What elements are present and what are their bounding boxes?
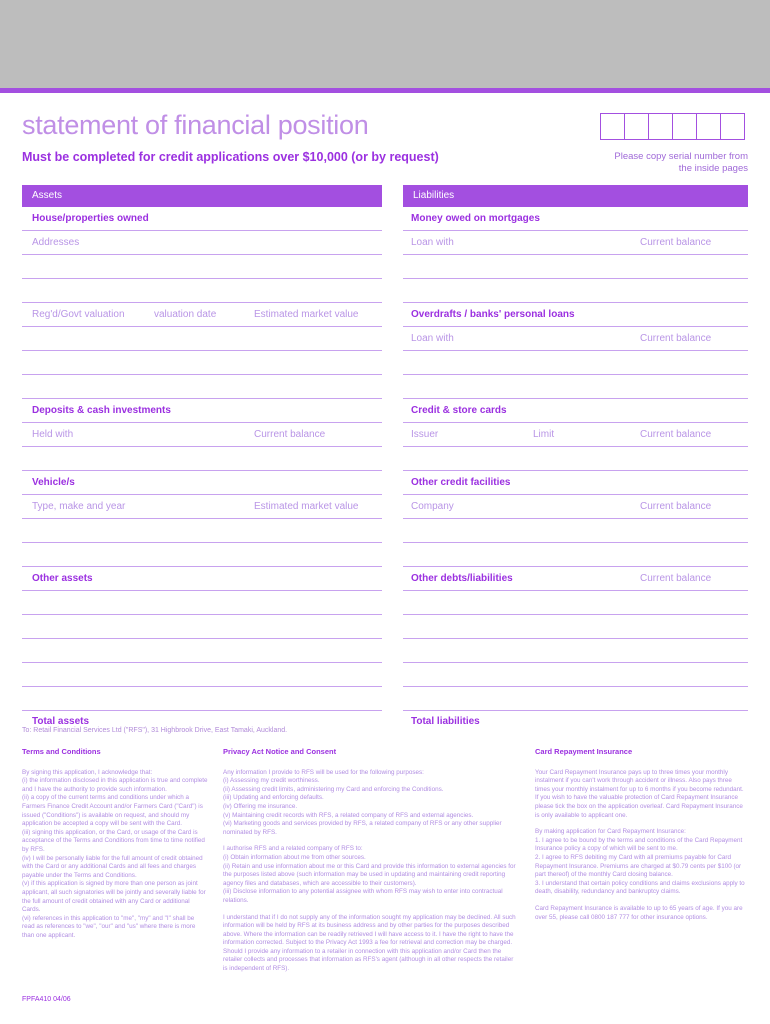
insurance-item: 2. I agree to RFS debiting my Card with all premiums payable for Card Repayment Insurance. Premiums are charged at $0.79 cents per $100 (or part thereof) of the monthly Card closing balance. (535, 853, 742, 879)
other-debts-balance-label: Current balance (640, 573, 712, 584)
serial-box[interactable] (625, 114, 649, 139)
form-code: FPFA410 04/06 (22, 996, 71, 1003)
overdraft-line[interactable] (403, 351, 748, 375)
deposits-heading-row (22, 399, 382, 423)
privacy-item: (ii) Assessing credit limits, administering my Card and enforcing the Conditions. (223, 785, 444, 793)
privacy-title: Privacy Act Notice and Consent (223, 747, 337, 756)
liabilities-header: Liabilities (403, 185, 748, 207)
other-debts-line[interactable] (403, 591, 748, 615)
address-line-footer: To: Retail Financial Services Ltd ("RFS"), 31 Highbrook Drive, East Tamaki, Auckland. (22, 727, 288, 734)
serial-note: Please copy serial number from the inside pages (614, 151, 748, 174)
mortgage-line[interactable] (403, 255, 748, 279)
other-debts-heading-row (403, 567, 748, 591)
mortgage-loan-with-label: Loan with (411, 237, 454, 248)
privacy-item: (iii) Updating and enforcing defaults. (223, 794, 324, 802)
other-debts-line[interactable] (403, 639, 748, 663)
mortgages-label-row[interactable] (403, 231, 748, 255)
other-assets-line[interactable] (22, 663, 382, 687)
privacy-auth-item: (iii) Disclose information to any potential assignee with whom RFS may wish to enter into contractual relations. (223, 888, 503, 904)
vehicles-heading-row (22, 471, 382, 495)
page-subtitle: Must be completed for credit applications over $10,000 (or by request) (22, 150, 439, 164)
vehicles-heading: Vehicle/s (32, 477, 75, 488)
deposits-label-row[interactable] (22, 423, 382, 447)
overdrafts-heading-row (403, 303, 748, 327)
serial-box[interactable] (601, 114, 625, 139)
other-debts-line[interactable] (403, 687, 748, 711)
privacy-auth-item: (i) Obtain information about me from other sources. (223, 853, 366, 861)
insurance-item: 1. I agree to be bound by the terms and conditions of the Card Repayment Insurance policy a copy of which will be sent to me. (535, 836, 743, 853)
valuation-label-row[interactable] (22, 303, 382, 327)
other-credit-balance-label: Current balance (640, 501, 712, 512)
held-with-label: Held with (32, 429, 74, 440)
total-liabilities-label: Total liabilities (411, 716, 480, 727)
credit-heading: Credit & store cards (411, 405, 507, 416)
vehicle-line[interactable] (22, 543, 382, 567)
vehicle-market-value-label: Estimated market value (254, 501, 359, 512)
overdrafts-heading: Overdrafts / banks' personal loans (411, 309, 575, 320)
limit-label: Limit (533, 429, 555, 440)
other-credit-line[interactable] (403, 543, 748, 567)
valuation-line[interactable] (22, 327, 382, 351)
mortgage-balance-label: Current balance (640, 237, 712, 248)
issuer-label: Issuer (411, 429, 439, 440)
terms-column (22, 748, 208, 940)
mortgages-heading: Money owed on mortgages (411, 213, 540, 224)
other-credit-label-row[interactable] (403, 495, 748, 519)
other-debts-line[interactable] (403, 663, 748, 687)
vehicles-label-row[interactable] (22, 495, 382, 519)
company-label: Company (411, 501, 454, 512)
address-label-row[interactable] (22, 231, 382, 255)
privacy-intro: Any information I provide to RFS will be used for the following purposes: (223, 768, 424, 776)
valuation-line[interactable] (22, 375, 382, 399)
other-credit-heading: Other credit facilities (411, 477, 511, 488)
terms-title: Terms and Conditions (22, 747, 101, 756)
other-assets-line[interactable] (22, 687, 382, 711)
vehicle-line[interactable] (22, 519, 382, 543)
serial-box[interactable] (697, 114, 721, 139)
house-heading: House/properties owned (32, 213, 149, 224)
privacy-authorise: I authorise RFS and a related company of RFS to: (223, 845, 363, 853)
privacy-item: (v) Maintaining credit records with RFS, a related company of RFS and external agencies. (223, 811, 474, 819)
insurance-title: Card Repayment Insurance (535, 747, 633, 756)
privacy-item: (vi) Marketing goods and services provided by RFS, a related company of RFS or any other supplier nominated by RFS. (223, 820, 502, 836)
overdraft-balance-label: Current balance (640, 333, 712, 344)
terms-item: (vi) references in this application to "me", "my" and "I" shall be read as references to "we", "our" and "us" where there is more than one applicant. (22, 914, 196, 939)
est-market-value-label: Estimated market value (254, 309, 359, 320)
other-assets-line[interactable] (22, 615, 382, 639)
insurance-age-note: Card Repayment Insurance is available to up to 65 years of age. If you are over 55, please call 0800 187 777 for other insurance options. (535, 904, 743, 921)
terms-intro: By signing this application, I acknowledge that: (22, 768, 153, 776)
other-assets-line[interactable] (22, 591, 382, 615)
total-liabilities-row[interactable] (403, 711, 748, 733)
regd-valuation-label: Reg'd/Govt valuation (32, 309, 125, 320)
valuation-line[interactable] (22, 351, 382, 375)
other-assets-line[interactable] (22, 639, 382, 663)
overdraft-loan-with-label: Loan with (411, 333, 454, 344)
terms-item: (i) the information disclosed in this application is true and complete and I have the authority to provide such information. (22, 777, 208, 793)
credit-heading-row (403, 399, 748, 423)
other-assets-heading: Other assets (32, 573, 93, 584)
privacy-auth-item: (ii) Retain and use information about me or this Card and provide this information to external agencies for the purposes listed above (such information may be used in updating and maintaining credit reporting agency files and databases, which are accessible to their customers). (223, 862, 516, 887)
liabilities-column (403, 185, 748, 733)
mortgage-line[interactable] (403, 279, 748, 303)
address-line[interactable] (22, 279, 382, 303)
terms-item: (ii) a copy of the current terms and conditions under which a Farmers Finance Credit Account and/or Farmers Card ("Card") is issued ("Conditions") is available on request, and should my application be accepted a copy will be sent with the Card. (22, 794, 203, 828)
serial-box[interactable] (649, 114, 673, 139)
other-debts-heading: Other debts/liabilities (411, 573, 513, 584)
other-debts-line[interactable] (403, 615, 748, 639)
privacy-item: (i) Assessing my credit worthiness. (223, 777, 320, 785)
serial-box[interactable] (673, 114, 697, 139)
insurance-intro: Your Card Repayment Insurance pays up to three times your monthly instalment if you can't work through accident or illness. Also pays three times your monthly instalment for up to 6 months if you become redundant. If you wish to have the valuable protection of Card Repayment Insurance please tick the box on the application overleaf. Card Repayment Insurance is only available to applicant one. (535, 768, 744, 819)
deposits-balance-label: Current balance (254, 429, 326, 440)
credit-balance-label: Current balance (640, 429, 712, 440)
terms-item: (iv) I will be personally liable for the full amount of credit obtained with the Card or any additional Cards and all fees and charges payable under the Terms and Conditions. (22, 854, 203, 879)
top-rule (0, 88, 770, 93)
addresses-label: Addresses (32, 237, 80, 248)
insurance-column (535, 748, 747, 922)
overdraft-line[interactable] (403, 375, 748, 399)
assets-header: Assets (22, 185, 382, 207)
address-line[interactable] (22, 255, 382, 279)
terms-item: (iii) signing this application, or the Card, or usage of the Card is acceptance of the Terms and Conditions from time to time notified by RFS. (22, 828, 205, 853)
privacy-item: (iv) Offering me insurance. (223, 802, 298, 810)
type-make-year-label: Type, make and year (32, 501, 126, 512)
house-heading-row (22, 207, 382, 231)
terms-item: (v) if this application is signed by more than one person as joint applicant, all such signatories will be jointly and severally liable for the full amount of credit obtained with any Card or additional Cards. (22, 880, 206, 914)
other-credit-line[interactable] (403, 519, 748, 543)
other-credit-heading-row (403, 471, 748, 495)
mortgages-heading-row (403, 207, 748, 231)
privacy-understand: I understand that if I do not supply any of the information sought my application may be declined. All such information will be held by RFS at its business address and by other parties for the purposes described above. Where the information can be readily retrieved I will have access to it. I have the right to have the information corrected. Subject to the Privacy Act 1993 a fee for retrieval and correction may be charged. Should I provide any information to a retailer in connection with this application and/or Card then the retailer collects and processes that information as RFS's agent (although in all other respects the retailer is independent of RFS). (223, 913, 516, 973)
insurance-item: 3. I understand that certain policy conditions and claims exclusions apply to death, disability, redundancy and bankruptcy claims. (535, 879, 745, 896)
other-assets-row (22, 567, 382, 591)
deposits-heading: Deposits & cash investments (32, 405, 171, 416)
serial-box[interactable] (721, 114, 744, 139)
assets-column (22, 185, 382, 733)
page-title: statement of financial position (22, 110, 369, 140)
top-banner (0, 0, 770, 88)
credit-label-row[interactable] (403, 423, 748, 447)
privacy-column (223, 748, 519, 974)
serial-number-boxes[interactable] (600, 113, 745, 140)
overdrafts-label-row[interactable] (403, 327, 748, 351)
credit-line[interactable] (403, 447, 748, 471)
deposits-line[interactable] (22, 447, 382, 471)
valuation-date-label: valuation date (154, 309, 217, 320)
total-assets-label: Total assets (32, 716, 90, 727)
insurance-apply: By making application for Card Repayment Insurance: (535, 828, 686, 836)
